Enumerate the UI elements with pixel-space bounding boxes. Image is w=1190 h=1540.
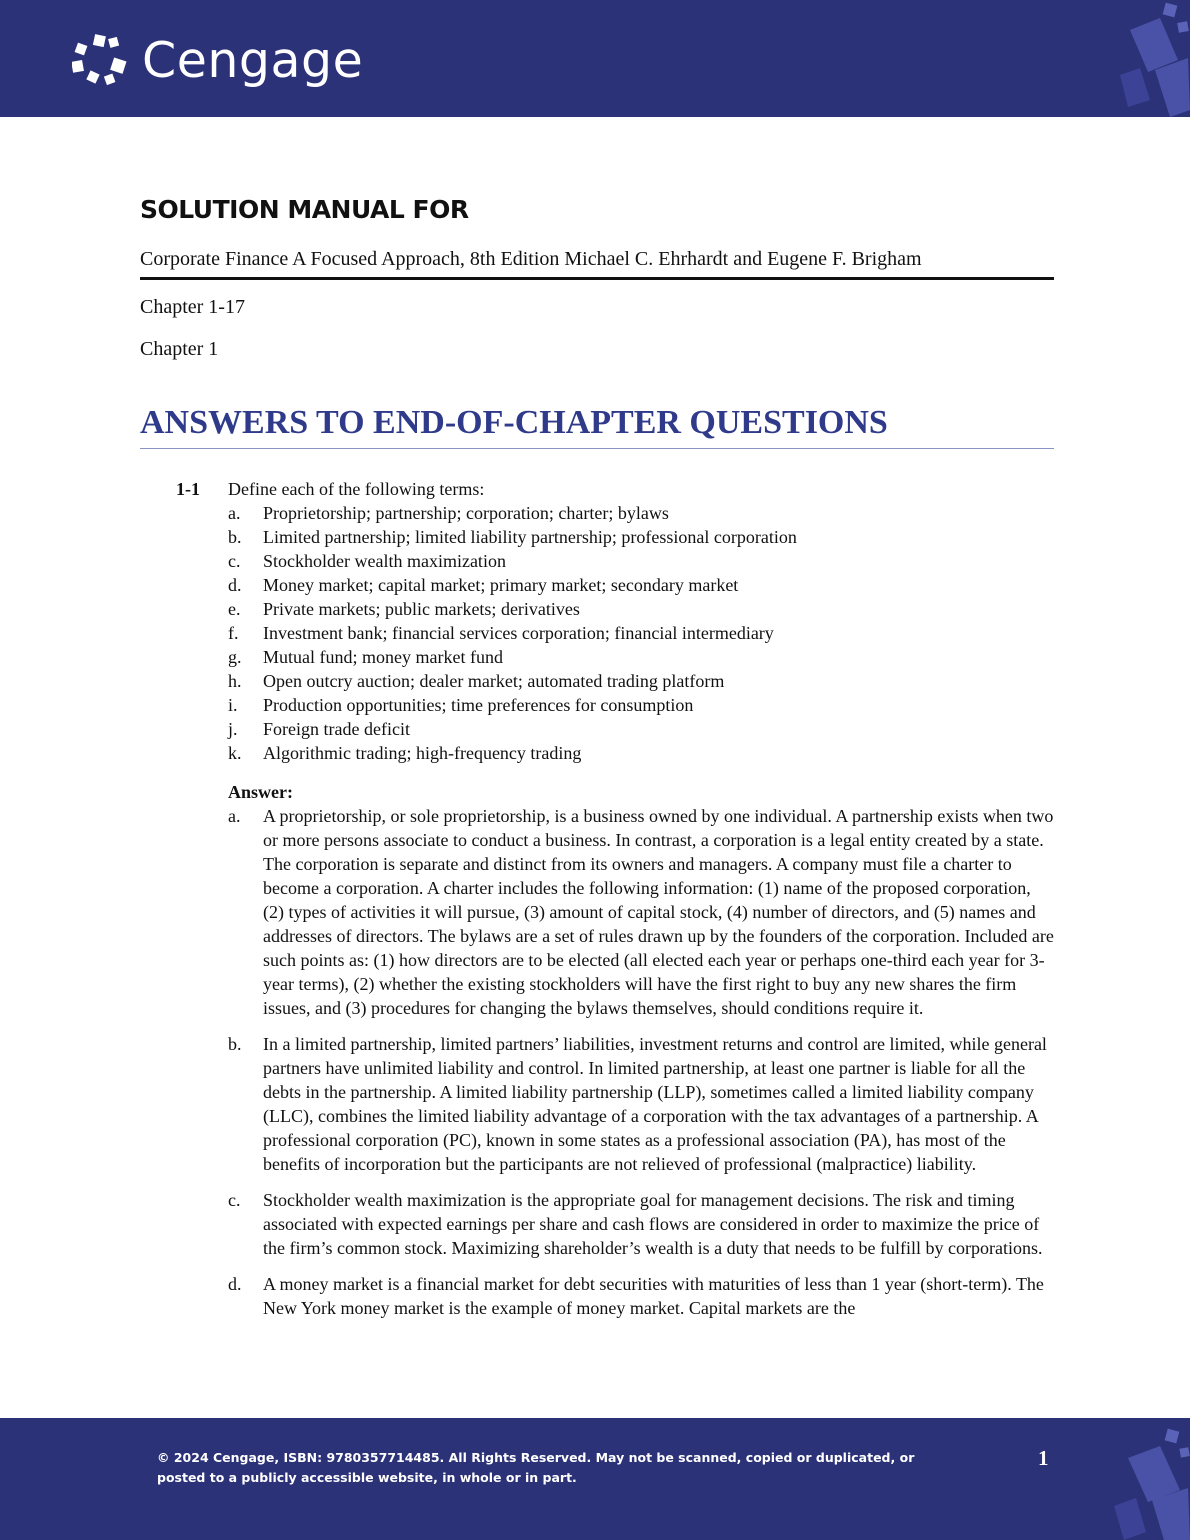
answer-text: Stockholder wealth maximization is the appropriate goal for management decisions. The risk and timing associated with expected earnings per share and cash flows are considered in order to maximize the price of the firm’s common stock. Maximizing shareholder’s wealth is a duty that needs to be fulfill by corporations. [263,1190,1043,1259]
answer-item [228,1188,1054,1260]
answer-item [228,1032,1054,1176]
list-letter: d. [228,1274,242,1295]
list-item [228,693,1054,717]
list-letter: c. [228,1190,241,1211]
list-text: Private markets; public markets; derivatives [263,599,580,620]
list-letter: e. [228,599,241,620]
answer-label: Answer: [228,782,293,803]
section-heading: ANSWERS TO END-OF-CHAPTER QUESTIONS [140,402,1054,449]
answer-item [228,804,1054,1020]
list-text: Investment bank; financial services corporation; financial intermediary [263,623,774,644]
list-letter: h. [228,671,242,692]
list-letter: g. [228,647,242,668]
question-number: 1-1 [176,479,200,500]
list-text: Foreign trade deficit [263,719,410,740]
document-kicker: SOLUTION MANUAL FOR [140,195,469,224]
list-text: Algorithmic trading; high-frequency trading [263,743,582,764]
answer-text: A money market is a financial market for debt securities with maturities of less than 1 year (short-term). The New York money market is the example of money market. Capital markets are the [263,1274,1044,1319]
list-letter: c. [228,551,241,572]
page-header [0,0,1190,117]
list-item [228,741,1054,765]
list-item [228,525,1054,549]
list-item [228,645,1054,669]
list-text: Production opportunities; time preferences for consumption [263,695,694,716]
list-item [228,573,1054,597]
list-letter: b. [228,1034,242,1055]
chapter-label: Chapter 1 [140,338,219,360]
page-footer [0,1418,1190,1540]
list-item [228,621,1054,645]
list-text: Open outcry auction; dealer market; automated trading platform [263,671,725,692]
answer-text: A proprietorship, or sole proprietorship, is a business owned by one individual. A partnership exists when two or more persons associate to conduct a business. In contrast, a corporation is a legal entity created by a state. The corporation is separate and distinct from its owners and managers. A company must file a charter to become a corporation. A charter includes the following information: (1) name of the proposed corporation, (2) types of activities it will pursue, (3) amount of capital stock, (4) number of directors, and (5) names and addresses of directors. The bylaws are a set of rules drawn up by the founders of the corporation. Included are such points as: (1) how directors are to be elected (all elected each year or perhaps one-third each year for 3-year terms), (2) whether the existing stockholders will have the first right to buy any new shares the firm issues, and (3) procedures for changing the bylaws themselves, should conditions require it. [263,806,1054,1019]
list-letter: f. [228,623,239,644]
chapter-range: Chapter 1-17 [140,296,245,318]
page-number: 1 [1038,1446,1049,1470]
corner-decoration-icon [1100,1418,1190,1540]
list-letter: b. [228,527,242,548]
list-letter: i. [228,695,238,716]
list-item [228,717,1054,741]
list-item [228,597,1054,621]
brand-name: Cengage [142,31,364,89]
cengage-logo [72,32,363,88]
list-letter: j. [228,719,238,740]
list-item [228,669,1054,693]
list-letter: d. [228,575,242,596]
answer-item [228,1272,1054,1320]
list-text: Proprietorship; partnership; corporation; charter; bylaws [263,503,669,524]
question-prompt: Define each of the following terms: [228,479,485,500]
list-letter: k. [228,743,242,764]
book-title: Corporate Finance A Focused Approach, 8th Edition Michael C. Ehrhardt and Eugene F. Brigham [140,246,1054,280]
list-letter: a. [228,806,241,827]
list-item [228,549,1054,573]
question-1-1 [140,477,1054,1320]
answer-text: In a limited partnership, limited partners’ liabilities, investment returns and control are limited, while general partners have unlimited liability and control. In limited partnership, at least one partner is liable for all the debts in the partnership. A limited liability partnership (LLP), sometimes called a limited liability company (LLC), combines the limited liability advantage of a corporation with the tax advantages of a partnership. A professional corporation (PC), known in some states as a professional association (PA), has most of the benefits of incorporation but the participants are not relieved of professional (malpractice) liability. [263,1034,1047,1175]
list-letter: a. [228,503,241,524]
document-body [140,192,1054,1332]
copyright-notice: © 2024 Cengage, ISBN: 9780357714485. All Rights Reserved. May not be scanned, copied or duplicated, or posted to a publicly accessible website, in whole or in part. [157,1450,915,1485]
cengage-mark-icon [72,32,130,88]
list-text: Money market; capital market; primary market; secondary market [263,575,739,596]
list-text: Mutual fund; money market fund [263,647,503,668]
corner-decoration-icon [1100,0,1190,117]
list-text: Stockholder wealth maximization [263,551,506,572]
list-item [228,501,1054,525]
list-text: Limited partnership; limited liability partnership; professional corporation [263,527,797,548]
